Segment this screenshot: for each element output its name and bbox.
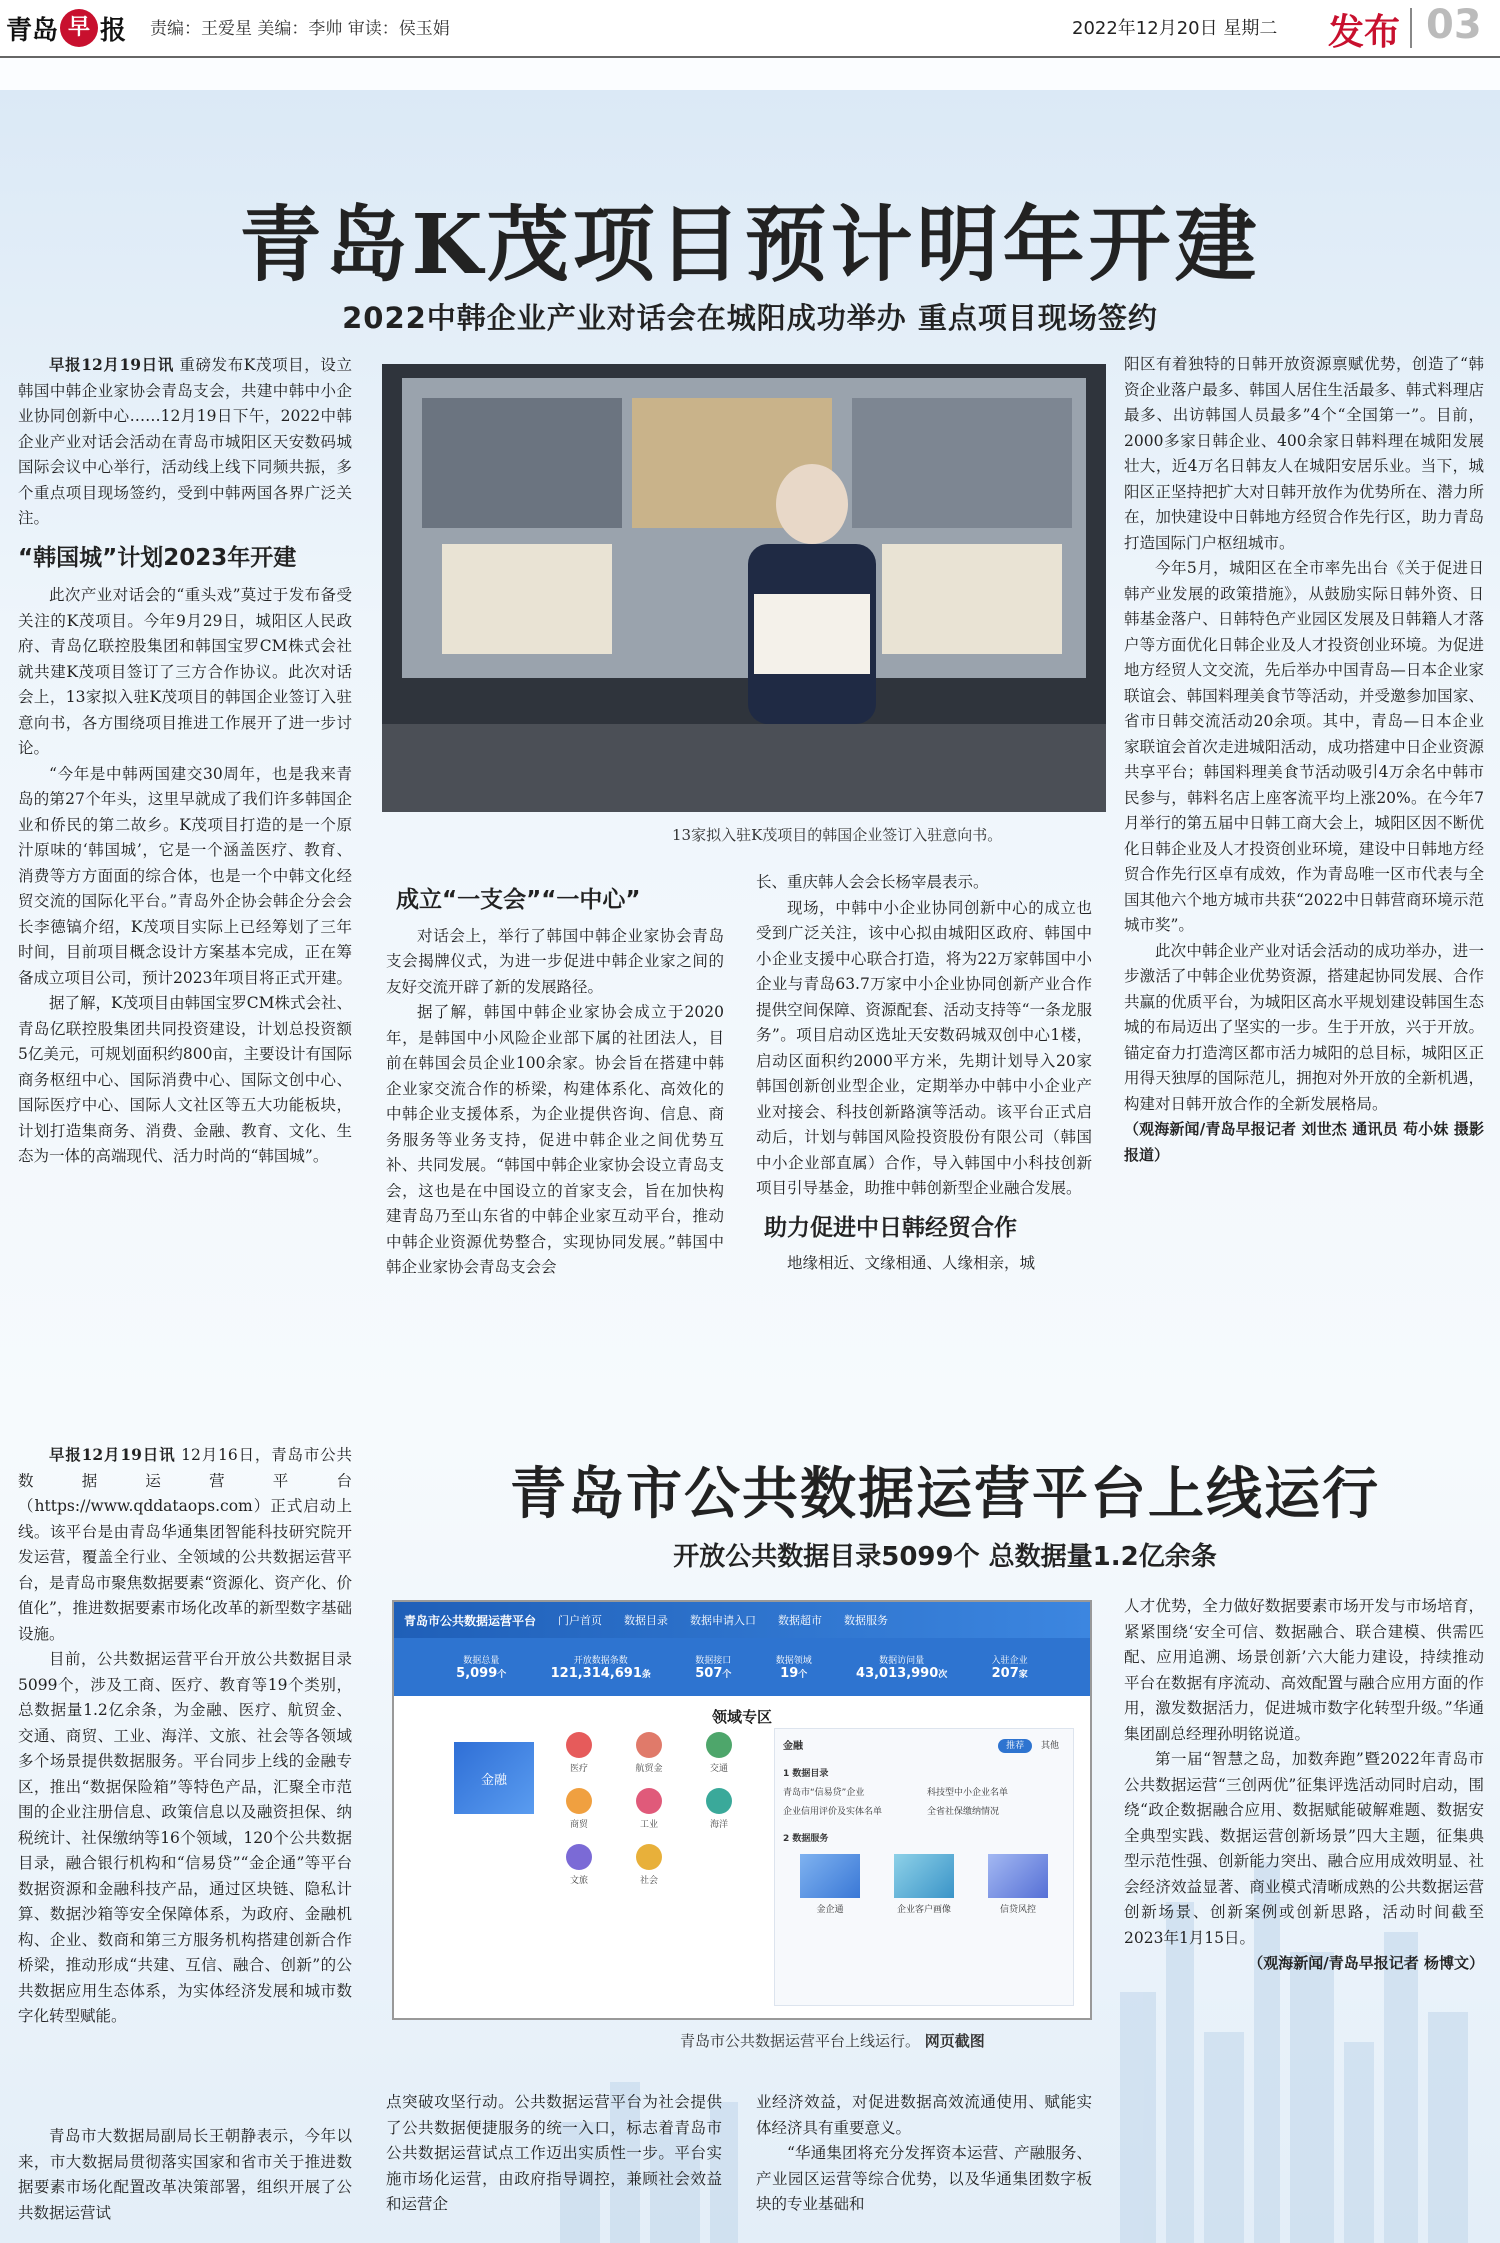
nav-item[interactable]: 数据超市: [778, 1614, 823, 1627]
service-illustration: [894, 1854, 954, 1898]
service-illustration: [988, 1854, 1048, 1898]
catalog-link[interactable]: 企业信用评价及实体名单: [783, 1807, 883, 1817]
story1-paragraph: 今年5月，城阳区在全市率先出台《关于促进日韩产业发展的政策措施》，从鼓励实际日韩外资、日韩基金落户、日韩特色产业园区发展及日韩籍人才落户等方面优化日韩企业及人才投资创业环境。为促进地方经贸人文交流，先后举办中国青岛—日本企业家联谊会、韩国料理美食节等活动，并受邀参加国家、省市日韩交流活动20余项。其中，青岛—日本企业家联谊会首次走进城阳活动，成功搭建中日企业资源共享平台；韩国料理美食节活动吸引4万余名中韩市民参与，韩料名店上座客流平均上涨20%。在今年7月举行的第五届中日韩工商大会上，城阳区因不断优化日韩企业及人才投资创业环境，建设中日韩地方经贸合作先行区卓有成效，作为青岛唯一区市代表与全国其他六个地方城市共获“2022中日韩营商环境示范城市奖”。: [1124, 559, 1484, 934]
service-card[interactable]: [988, 1854, 1048, 1915]
panel-label: 金融: [783, 1741, 803, 1752]
stat-label: 数据接口: [695, 1656, 732, 1666]
signing-photo-illustration: [382, 364, 1106, 812]
tourism-icon: [566, 1844, 592, 1870]
industry-icon: [636, 1788, 662, 1814]
stat-value: 207: [991, 1666, 1019, 1681]
story1-paragraph: 此次中韩企业产业对话会活动的成功举办，进一步激活了中韩企业优势资源，搭建起协同发展、合作共赢的优质平台，为城阳区高水平规划建设韩国生态城的布局迈出了坚实的一步。生于开放，兴于开放。锚定奋力打造湾区都市活力城阳的总目标，城阳区正用得天独厚的国际范儿，拥抱对外开放的全新机遇，构建对日韩开放合作的全新发展格局。: [1124, 941, 1484, 1113]
story1-headline: 青岛K茂项目预计明年开建: [239, 197, 1261, 293]
editor-credits: 责编：王爱星 美编：李帅 审读：侯玉娟: [150, 19, 450, 39]
stat-unit: 条: [641, 1670, 651, 1680]
domain-label: 社会: [639, 1876, 658, 1886]
commerce-icon: [566, 1788, 592, 1814]
story2-subheadline: 开放公共数据目录5099个 总数据量1.2亿余条: [673, 1542, 1217, 1572]
domain-label: 航贸金: [635, 1764, 663, 1774]
header-rule: [0, 56, 1500, 58]
domain-tile[interactable]: [544, 1844, 614, 1886]
ocean-icon: [706, 1788, 732, 1814]
domain-tile[interactable]: [684, 1788, 754, 1830]
story2-paragraph: 业经济效益，对促进数据高效流通使用、赋能实体经济具有重要意义。: [756, 2093, 1092, 2137]
story2-headline: 青岛市公共数据运营平台上线运行: [510, 1461, 1380, 1527]
service-card[interactable]: [800, 1854, 860, 1915]
domain-label: 医疗: [569, 1764, 588, 1774]
stat-item: [856, 1653, 947, 1681]
story1-subhead-trade: 助力促进中日韩经贸合作: [764, 1214, 1017, 1241]
story2-paragraph: 12月16日，青岛市公共数据运营平台（https://www.qddataops.com）正式启动上线。该平台是由青岛华通集团智能科技研究院开发运营，覆盖全行业、全领域的公共数据运营平台，是青岛市聚焦数据要素“资源化、资产化、价值化”，推进数据要素市场化改革的新型数字基础设施。: [18, 1446, 352, 1643]
domain-grid: [544, 1732, 754, 1886]
panel-tab[interactable]: 其他: [1040, 1741, 1059, 1751]
screenshot-caption: [680, 2030, 985, 2051]
domain-tile[interactable]: [544, 1788, 614, 1830]
stat-value: 5,099: [456, 1666, 498, 1681]
stat-item: [992, 1653, 1028, 1681]
story1-paragraph: 此次产业对话会的“重头戏”莫过于发布备受关注的K茂项目。今年9月29日，城阳区人民政府、青岛亿联控股集团和韩国宝罗CM株式会社就共建K茂项目签订了三方合作协议。此次对话会上，13家拟入驻K茂项目的韩国企业签订入驻意向书，各方围绕项目推进工作展开了进一步讨论。: [18, 586, 352, 757]
stat-unit: 个: [497, 1670, 507, 1680]
issue-date: 2022年12月20日 星期二: [1072, 18, 1278, 39]
screenshot-stats: [394, 1638, 1090, 1696]
service-label: 金企通: [816, 1905, 844, 1915]
domain-label: 商贸: [569, 1820, 588, 1830]
story1-column-3: [756, 870, 1092, 1390]
story2-column-1b: [18, 2124, 352, 2236]
catalog-link[interactable]: 科技型中小企业名单: [927, 1788, 1009, 1798]
section-name: 发布: [1328, 12, 1401, 53]
stat-value: 43,013,990: [856, 1666, 939, 1681]
stat-item: [695, 1653, 731, 1681]
zone-title: 领域专区: [711, 1708, 772, 1726]
domain-label: 文旅: [569, 1876, 588, 1886]
stat-label: 入驻企业: [991, 1656, 1028, 1666]
stat-item: [776, 1653, 812, 1681]
domain-tile[interactable]: [614, 1788, 684, 1830]
story1-column-1: [18, 352, 352, 1387]
story1-paragraph: 据了解，韩国中韩企业家协会成立于2020年，是韩国中小风险企业部下属的社团法人，目前在韩国会员企业100余家。协会旨在搭建中韩企业家交流合作的桥梁，构建体系化、高效化的中韩企业支援体系，为企业提供咨询、信息、商务服务等业务支持，促进中韩企业之间优势互补、共同发展。“韩国中韩企业家协会设立青岛支会，这也是在中国设立的首家支会，旨在加快构建青岛乃至山东省的中韩企业家互动平台，推动中韩企业资源优势整合，实现协同发展。”韩国中韩企业家协会青岛支会会: [386, 1003, 724, 1276]
stat-value: 121,314,691: [550, 1666, 642, 1681]
story1-subhead-association: 成立“一支会”“一中心”: [396, 887, 641, 913]
story2-paragraph: “华通集团将充分发挥资本运营、产融服务、产业园区运营等综合优势，以及华通集团数字板块的专业基础和: [756, 2144, 1092, 2213]
domain-label: 海洋: [709, 1820, 728, 1830]
story1-paragraph: “今年是中韩两国建交30周年，也是我来青岛的第27个年头，这里早就成了我们许多韩国企业和侨民的第二故乡。K茂项目打造的是一个原汁原味的‘韩国城’，它是一个涵盖医疗、教育、消费等方方面面的综合体，也是一个中韩文化经贸交流的国际化平台。”青岛外企协会韩企分会会长李德镐介绍，K茂项目实际上已经筹划了三年时间，目前项目概念设计方案基本完成，正在筹备成立项目公司，预计2023年项目将正式开建。: [18, 764, 352, 987]
story1-byline: （观海新闻/青岛早报记者 刘世杰 通讯员 苟小妹 摄影报道）: [1124, 1120, 1484, 1164]
story2-column-4: [1124, 1594, 1484, 2074]
story2-byline: （观海新闻/青岛早报记者 杨博文）: [1248, 1954, 1484, 1972]
stat-item: [456, 1653, 506, 1681]
story1-paragraph: 阳区有着独特的日韩开放资源禀赋优势，创造了“韩资企业落户最多、韩国人居住生活最多、韩式料理店最多、出访韩国人员最多”4个“全国第一”。目前，2000多家日韩企业、400余家日韩料理在城阳发展壮大，近4万名日韩友人在城阳安居乐业。当下，城阳区正坚持把扩大对日韩开放作为优势所在、潜力所在，加快建设中日韩地方经贸合作先行区，助力青岛打造国际门户枢纽城市。: [1124, 355, 1484, 552]
story2-paragraph: 第一届“智慧之岛，加数奔跑”暨2022年青岛市公共数据运营“三创两优”征集评选活动同时启动，围绕“政企数据融合应用、数据赋能破解难题、数据安全典型实践、数据运营创新场景”四大主题，征集典型示范性强、创新能力突出、融合应用成效明显、社会经济效益显著、商业模式清晰成熟的公共数据运营创新场景、创新案例或创新思路，活动时间截至2023年1月15日。: [1124, 1750, 1484, 1947]
stat-label: 数据总量: [463, 1656, 500, 1666]
signing-photo: [382, 364, 1106, 812]
story1-subhead-korea-town: “韩国城”计划2023年开建: [18, 544, 297, 571]
stat-item: [551, 1653, 651, 1681]
story1-paragraph: 对话会上，举行了韩国中韩企业家协会青岛支会揭牌仪式，为进一步促进中韩企业家之间的友好交流开辟了新的发展路径。: [386, 926, 724, 996]
screenshot-brand: 青岛市公共数据运营平台: [404, 1613, 537, 1628]
domain-label: 交通: [709, 1764, 728, 1774]
domain-label: 工业: [639, 1820, 658, 1830]
story1-subheadline: 2022中韩企业产业对话会在城阳成功举办 重点项目现场签约: [342, 301, 1158, 335]
story1-column-2: [386, 870, 724, 1390]
stat-unit: 个: [798, 1670, 808, 1680]
panel-tab[interactable]: 推荐: [998, 1739, 1032, 1753]
transport-icon: [706, 1732, 732, 1758]
domain-tile[interactable]: [684, 1732, 754, 1774]
paper-suffix: 报: [100, 15, 127, 46]
story1-paragraph: 地缘相近、文缘相通、人缘相亲，城: [787, 1254, 1036, 1272]
service-illustration: [800, 1854, 860, 1898]
catalog-link[interactable]: 青岛市“信易贷”企业: [783, 1788, 865, 1798]
stat-value: 507: [695, 1666, 723, 1681]
domain-tile[interactable]: [544, 1732, 614, 1774]
service-label: 企业客户画像: [896, 1905, 951, 1915]
screenshot-caption-text: 青岛市公共数据运营平台上线运行。: [680, 2032, 921, 2050]
service-card[interactable]: [894, 1854, 954, 1915]
panel-section: 1 数据目录: [783, 1769, 829, 1779]
nav-item[interactable]: 数据目录: [624, 1614, 669, 1627]
story1-paragraph: 现场，中韩中小企业协同创新中心的成立也受到广泛关注，该中心拟由城阳区政府、韩国中小企业支援中心联合打造，将为22万家韩国中小企业与青岛63.7万家中小企业协同创新产业合作提供空间保障、资源配套、活动支持等“一条龙服务”。项目启动区选址天安数码城双创中心1楼，启动区面积约2000平方米，先期计划导入20家韩国创新创业型企业，定期举办中韩中小企业产业对接会、科技创新路演等活动。该平台正式启动后，计划与韩国风险投资股份有限公司（韩国中小企业部直属）合作，导入韩国中小科技创新项目引导基金，助推中韩创新型企业融合发展。: [756, 898, 1092, 1197]
screenshot-navbar: [394, 1602, 1090, 1638]
finance-panel: [774, 1728, 1074, 2006]
story2-paragraph: 点突破攻坚行动。公共数据运营平台为社会提供了公共数据便捷服务的统一入口，标志着青岛市公共数据运营试点工作迈出实质性一步。平台实施市场化运营，由政府指导调控，兼顾社会效益和运营企: [386, 2093, 722, 2213]
story2-column-2: [386, 2090, 722, 2240]
story2-column-1: [18, 1442, 352, 2122]
story2-dateline: 早报12月19日讯: [49, 1445, 176, 1464]
panel-section: 2 数据服务: [783, 1834, 829, 1844]
panel-services: [783, 1854, 1065, 1915]
paper-name: 青岛: [6, 15, 59, 46]
story2-paragraph: 人才优势，全力做好数据要素市场开发与市场培育，紧紧围绕‘安全可信、数据融合、联合建模、供需匹配、应用追溯、场景创新’六大能力建设，持续推动平台在数据有序流动、高效配置与融合应用方面的作用，激发数据活力，促进城市数字化转型升级。”华通集团副总经理孙明铭说道。: [1124, 1597, 1484, 1743]
service-label: 信贷风控: [999, 1905, 1036, 1915]
photo-caption: 13家拟入驻K茂项目的韩国企业签订入驻意向书。: [672, 826, 1003, 844]
section-divider: [1410, 8, 1412, 48]
medical-icon: [566, 1732, 592, 1758]
society-icon: [636, 1844, 662, 1870]
story1-paragraph: 重磅发布K茂项目，设立韩国中韩企业家协会青岛支会，共建中韩中小企业协同创新中心……12月19日下午，2022中韩企业产业对话会活动在青岛市城阳区天安数码城国际会议中心举行，活动线上线下同频共振，多个重点项目现场签约，受到中韩两国各界广泛关注。: [18, 356, 352, 527]
story2-paragraph: 目前，公共数据运营平台开放公共数据目录5099个，涉及工商、医疗、教育等19个类别，总数据量1.2亿余条，为金融、医疗、航贸金、交通、商贸、工业、海洋、文旅、社会等各领域多个场景提供数据服务。平台同步上线的金融专区，推出“数据保险箱”等特色产品，汇聚全市范围的企业注册信息、政策信息以及融资担保、纳税统计、社保缴纳等16个领域，120个公共数据目录，融合银行机构和“信易贷”“金企通”等平台数据资源和金融科技产品，通过区块链、隐私计算、数据沙箱等安全保障体系，为政府、金融机构、企业、数商和第三方服务机构搭建创新合作桥梁，推动形成“共建、互信、融合、创新”的公共数据应用生态体系，为实体经济发展和城市数字化转型赋能。: [18, 1650, 352, 2025]
paper-badge: 早: [60, 9, 98, 47]
shipping-icon: [636, 1732, 662, 1758]
nav-item[interactable]: 数据服务: [844, 1614, 889, 1627]
domain-tile[interactable]: [614, 1732, 684, 1774]
story1-paragraph: 长、重庆韩人会会长杨宰晨表示。: [756, 873, 989, 891]
stat-label: 数据访问量: [879, 1656, 925, 1666]
nav-item[interactable]: 数据申请入口: [690, 1614, 757, 1627]
featured-label: 金融: [480, 1772, 507, 1788]
screenshot-caption-credit: 网页截图: [924, 2032, 985, 2050]
stat-unit: 个: [722, 1670, 732, 1680]
story2-column-3: [756, 2090, 1092, 2240]
stat-unit: 家: [1018, 1670, 1028, 1680]
stat-unit: 次: [938, 1670, 948, 1680]
page-number: 03: [1426, 2, 1482, 48]
story2-paragraph: 青岛市大数据局副局长王朝静表示，今年以来，市大数据局贯彻落实国家和省市关于推进数据要素市场化配置改革决策部署，组织开展了公共数据运营试: [18, 2127, 352, 2222]
catalog-link[interactable]: 全省社保缴纳情况: [927, 1807, 1000, 1817]
masthead-logo: [6, 8, 126, 48]
platform-screenshot: [392, 1600, 1092, 2020]
stat-label: 开放数据条数: [573, 1656, 628, 1666]
stat-value: 19: [780, 1666, 799, 1681]
domain-tile[interactable]: [614, 1844, 684, 1886]
panel-links: [783, 1785, 1065, 1817]
story1-paragraph: 据了解，K茂项目由韩国宝罗CM株式会社、青岛亿联控股集团共同投资建设，计划总投资额5亿美元，可规划面积约800亩，主要设计有国际商务枢纽中心、国际消费中心、国际文创中心、国际医疗中心、国际人文社区等五大功能板块，计划打造集商务、消费、金融、教育、文化、生态为一体的高端现代、活力时尚的“韩国城”。: [18, 994, 352, 1165]
story1-column-4: [1124, 352, 1484, 1392]
featured-finance-tile[interactable]: [454, 1742, 534, 1814]
story1-dateline: 早报12月19日讯: [49, 355, 174, 374]
nav-item[interactable]: 门户首页: [558, 1614, 603, 1627]
stat-label: 数据领域: [775, 1656, 812, 1666]
